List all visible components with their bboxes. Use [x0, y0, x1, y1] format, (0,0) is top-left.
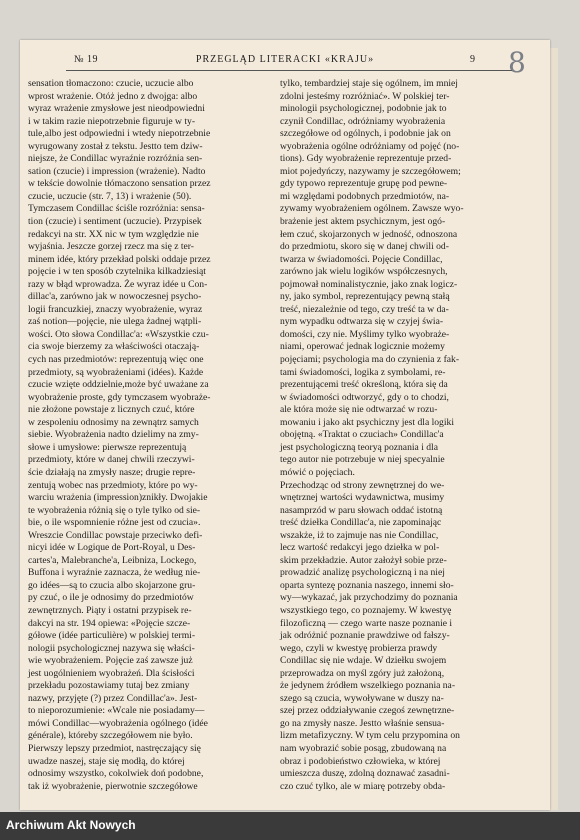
right-column-text: tylko, tembardziej staje się ogólnem, im mniej zdolni jesteśmy rozróżniać». W polskiej ter- minologii psychologicznej, podobnie jak to czynił Condillac, odróżniamy wyobrażenia szczegółowe od ogólnych, i podobnie jak on wyobrażenia ogólne odróżniamy od pojęć (no- tions). Gdy wyobrażenie reprezentuje przed- miot pojedyńczy, nazywamy je szczegółowem; gdy typowo reprezentuje grupę pod pewne- mi względami podobnych przedmiotów, na- zywamy wyobrażeniem ogólnem. Zawsze wyo- brażenie jest aktem psychicznym, jest ogó- łem czuć, skojarzonych w jedność, odnoszona do przedmiotu, skoro się w danej chwili od- twarza w świadomości. Pojęcie Condillac, zarówno jak wielu logików współczesnych, pojmował nominalistycznie, jako znak logicz- ny, jako symbol, reprezentujący pewną stałą treść, niezależnie od tego, czy treść ta w da- nym wypadku odtwarza się w czyjej świa- domości, czy nie. Myślimy tylko wyobraże- niami, operować jednak logicznie możemy pojęciami; psychologia ma do czynienia z fak- tami świadomości, logika z symbolami, re- prezentującemi treść określoną, która się da w świadomości odtworzyć, gdy o to chodzi, ale która może się nie odtwarzać w rozu- mowaniu i jako akt psychiczny jest dla logiki obojętną. «Traktat o czuciach» Condillac'a jest psychologiczną teoryą poznania i dla tego autor nie potrzebuje w niej specyalnie mówić o pojęciach. Przechodząc od strony zewnętrznej do we- wnętrznej wartości wydawnictwa, musimy nasamprzód w paru słowach oddać istotną treść dziełka Condillac'a, nie zapominając wszakże, iż to zajmuje nas nie Condillac, lecz wartość redakcyi jego dziełka w pol- skim przekładzie. Autor założył sobie prze- prowadzić analizę psychologiczną i na niej oparta syntezę poznania naszego, innemi sło- wy—wykazać, jak przychodzimy do poznania wszystkiego tego, co poznajemy. W kwestyę filozoficzną — czego warte nasze poznanie i jak odróżnić poznanie prawdziwe od fałszy- wego, czyli w kwestyę probierza prawdy Condillac się nie wdaje. W dziełku swojem przeprowadza on myśl zgóry już założoną, że jedynem źródłem wszelkiego poznania na- szego są czucia, wywoływane w duszy na- szej przez oddziaływanie czegoś zewnętrzne- go na zmysły nasze. Jestto właśnie sensua- lizm metafizyczny. W tym celu przypomina on nam wyobrazić sobie posąg, zbudowaną na obraz i podobieństwo człowieka, w której umieszcza duszę, zdolną doznawać zasadni- czo czuć tylko, ale w miarę potrzeby obda-: [280, 78, 464, 792]
page-edge: [550, 48, 558, 810]
header-rule: [66, 70, 512, 71]
left-column-text: sensation tłomaczono: czucie, uczucie albo wprost wrażenie. Otóż jedno z dwojga: albo wyraz wrażenie zmysłowe jest nieodpowiedni i w takim razie niepotrzebnie figuruje w ty- tule,albo jest odpowiedni i wtedy niepotrzebnie wyrugowany został z tekstu. Jestto tem dziw- niejsze, że Condillac wyraźnie rozróżnia sen- sation (czucie) i impression (wrażenie). Nadto w tekście dowolnie tłómaczono sensation przez czucie, uczucie (str. 7, 13) i wrażenie (50). Tymczasem Condillac ściśle rozróżnia: sensa- tion (czucie) i sentiment (uczucie). Przypisek redakcyi na str. XX nic w tym względzie nie wyjaśnia. Jeszcze gorzej rzecz ma się z ter- minem idée, który przekład polski oddaje przez pojęcie i w ten sposób czytelnika kilkadziesiąt razy w błąd wprowadza. Że wyraz idée u Con- dillac'a, zarówno jak w nowoczesnej psycho- logii francuzkiej, znaczy wyobrażenie, wyraz zaś notion—pojęcie, nie ulega żadnej wątpli- wości. Oto słowa Condillac'a: «Wszystkie czu- cia swoje bierzemy za właściwości otaczają- cych nas przedmiotów: reprezentują więc one przedmioty, są wyobrażeniami (idées). Każde czucie wzięte oddzielnie,może być uważane za wyobrażenie proste, gdy tymczasem wyobraże- nie złożone powstaje z licznych czuć, które w zespoleniu odnosimy na zewnątrz samych siebie. Wyobrażenia nadto dzielimy na zmy- słowe i umysłowe: pierwsze reprezentują przedmioty, które w danej chwili rzeczywi- ście działają na zmysły nasze; drugie repre- zentują wobec nas przedmioty, które po wy- warciu wrażenia (impression)znikły. Dwojakie te wyobrażenia różnią się o tyle tylko od sie- bie, o ile wspomnienie różne jest od czucia». Wreszcie Condillac powstaje przeciwko defi- nicyi idée w Logique de Port-Royal, u Des- cartes'a, Malebranche'a, Leibniza, Lockego, Buffona i wyraźnie zaznacza, że według nie- go idées—są to czucia albo skojarzone gru- py czuć, o ile je odnosimy do przedmiotów zewnętrznych. Piąty i ostatni przypisek re- dakcyi na str. 194 opiewa: «Pojęcie szcze- gółowe (idée particulière) w polskiej termi- nologii psychologicznej nazywa się właści- wie wyobrażeniem. Pojęcie zaś zawsze już jest uogólnieniem wyobrażeń. Dla ścisłości przekładu pozostawiamy tutaj bez zmiany nazwy, przyjęte (?) przez Condillac'a». Jest- to nieporozumienie: «Wcale nie posiadamy— mówi Condillac—wyobrażenia ogólnego (idée générale), któreby szczegółowem nie było. Pierwszy lepszy przedmiot, nastręczający się uwadze naszej, staje się modłą, do której odnosimy wszystko, cokolwiek doń podobne, tak iż wyobrażenie, pierwotnie szczegółowe: [28, 78, 211, 792]
document-page: [20, 40, 550, 810]
archive-label: Archiwum Akt Nowych: [6, 818, 136, 832]
pencil-page-mark: 8: [508, 46, 527, 79]
page-number: 9: [470, 54, 476, 65]
issue-number: № 19: [74, 54, 99, 65]
journal-title: PRZEGLĄD LITERACKI «KRAJU»: [195, 54, 375, 65]
running-header: [20, 46, 550, 79]
